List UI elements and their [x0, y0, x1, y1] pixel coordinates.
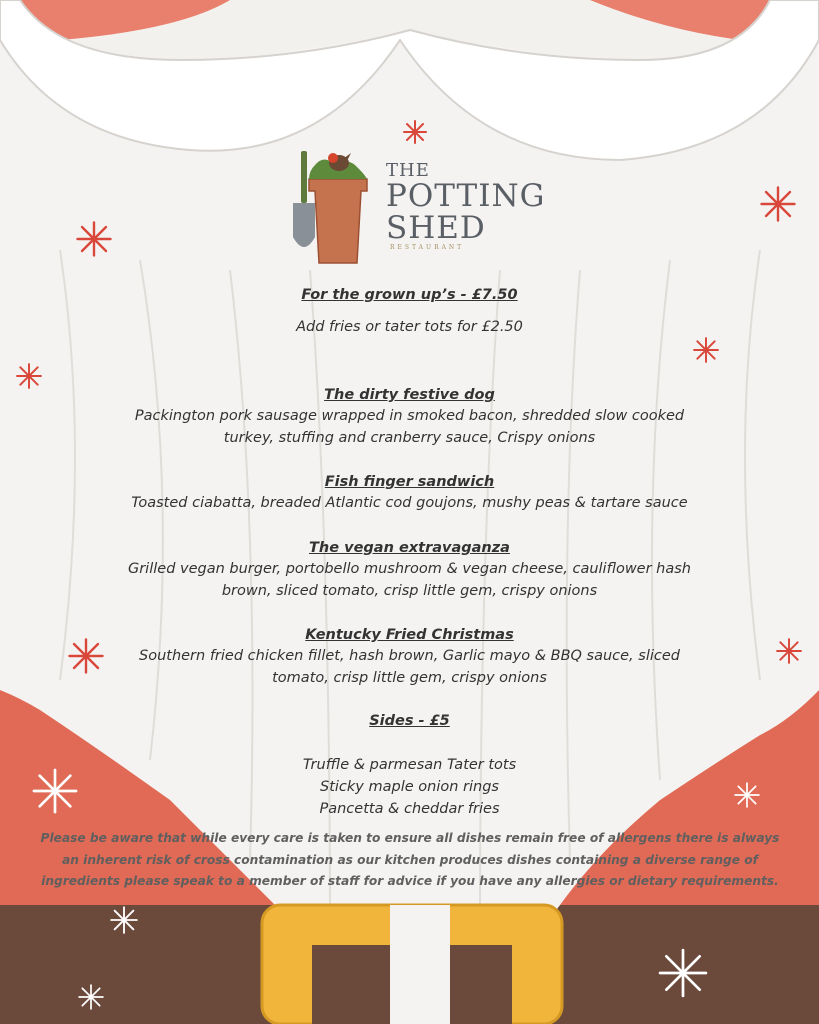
dish-description: Packington pork sausage wrapped in smoked bacon, shredded slow cooked: [134, 408, 685, 424]
disclaimer-line: Please be aware that while every care is taken to ensure all dishes remain free of allergens there is always: [40, 831, 780, 845]
dish-description: Toasted ciabatta, breaded Atlantic cod goujons, mushy peas & tartare sauce: [131, 495, 688, 511]
logo-line-shed: SHED: [386, 210, 486, 246]
logo-wordmark: [386, 162, 545, 251]
dish-title: Kentucky Fried Christmas: [305, 627, 514, 643]
intro-note: Add fries or tater tots for £2.50: [296, 319, 523, 335]
dish-description: turkey, stuffing and cranberry sauce, Crispy onions: [223, 430, 596, 446]
snowflake-icon: [734, 782, 760, 812]
snowflake-icon: [76, 221, 112, 261]
trowel-icon: [293, 151, 315, 247]
snowflake-icon: [760, 186, 796, 226]
dish-title: Fish finger sandwich: [324, 474, 495, 490]
sides-title: Sides - £5: [369, 713, 450, 729]
side-item: Truffle & parmesan Tater tots: [302, 757, 517, 773]
dish-title: The vegan extravaganza: [309, 540, 510, 556]
logo-line-restaurant: RESTAURANT: [390, 244, 465, 251]
intro-title: For the grown up’s - £7.50: [301, 287, 518, 303]
snowflake-icon: [658, 948, 708, 1002]
dish-description: brown, sliced tomato, crisp little gem, crispy onions: [221, 583, 598, 599]
logo-line-the: THE: [386, 160, 430, 181]
disclaimer-line: an inherent risk of cross contamination as our kitchen produces dishes containing a diverse range of: [62, 852, 758, 867]
snowflake-icon: [16, 363, 42, 393]
dish-description: Southern fried chicken fillet, hash brown, Garlic mayo & BBQ sauce, sliced: [139, 648, 680, 664]
side-item: Sticky maple onion rings: [320, 779, 499, 795]
snowflake-icon: [110, 906, 138, 938]
snowflake-icon: [78, 984, 104, 1014]
snowflake-icon: [776, 638, 802, 668]
snowflake-icon: [403, 120, 427, 148]
belt-buckle: [262, 905, 562, 1024]
disclaimer-line: ingredients please speak to a member of staff for advice if you have any allergies or dietary requirements.: [41, 874, 779, 888]
allergen-disclaimer: [20, 828, 800, 893]
dish-title: The dirty festive dog: [324, 387, 495, 403]
dish-description: tomato, crisp little gem, crispy onions: [272, 670, 547, 686]
dish-description: Grilled vegan burger, portobello mushroom & vegan cheese, cauliflower hash: [127, 561, 691, 577]
logo-line-potting: POTTING: [386, 178, 546, 214]
snowflake-icon: [32, 768, 78, 818]
flower-pot-icon: [309, 159, 367, 263]
side-item: Pancetta & cheddar fries: [319, 801, 500, 817]
snowflake-icon: [693, 337, 719, 367]
